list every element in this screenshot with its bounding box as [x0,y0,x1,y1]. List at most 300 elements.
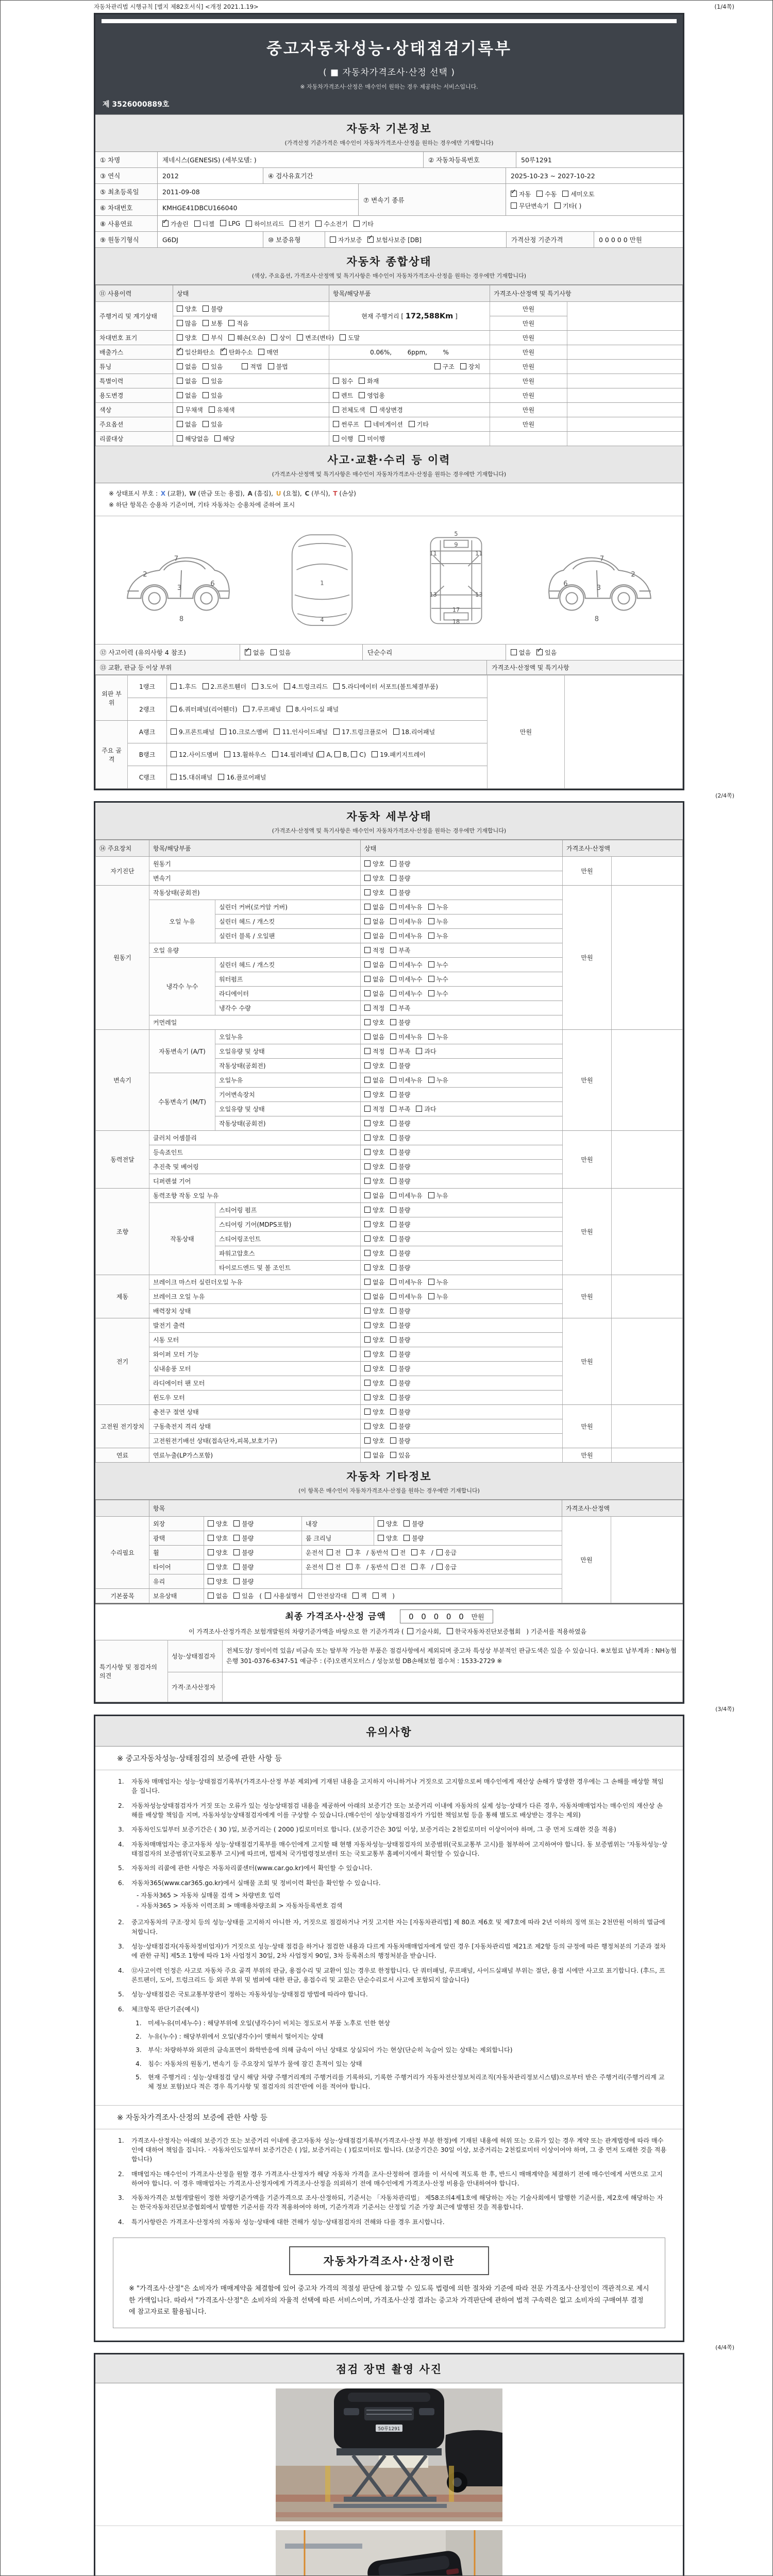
checkbox[interactable] [390,1308,396,1314]
panel-number: 11 [475,550,483,557]
checkbox[interactable] [203,421,209,427]
check-option: 양호 [364,1423,384,1430]
checkbox[interactable] [390,1351,396,1357]
checkbox[interactable] [364,990,371,996]
checkbox[interactable] [364,1437,371,1444]
checkbox[interactable] [390,1365,396,1371]
checkbox[interactable] [220,728,226,735]
checkbox[interactable] [562,191,568,197]
checkbox[interactable] [390,976,396,982]
checkbox[interactable] [371,406,377,413]
checkbox[interactable] [364,1293,371,1299]
checkbox[interactable] [364,1409,371,1415]
state-cell [173,432,329,446]
item-label: 오일누유 [215,1030,361,1044]
checkbox[interactable] [416,1106,422,1112]
state-cell [361,900,563,914]
photo-area [95,2383,683,2576]
checkbox[interactable] [177,392,183,398]
checkbox[interactable] [390,1120,396,1126]
checkbox[interactable] [233,1592,240,1599]
checkbox[interactable] [203,378,209,384]
checkbox[interactable] [171,728,177,735]
checkbox[interactable] [390,1380,396,1386]
checkbox[interactable] [364,1077,371,1083]
checkbox[interactable] [390,1452,396,1458]
checkbox[interactable] [233,1578,240,1584]
checkbox[interactable] [364,947,371,953]
checkbox[interactable] [364,1106,371,1112]
checkbox[interactable] [333,683,340,689]
checkbox[interactable] [404,1535,410,1541]
checkbox[interactable] [252,683,258,689]
check-option: 해당 [214,435,234,443]
checkbox[interactable] [203,320,209,326]
field-label: ⑩ 보증유형 [263,232,325,247]
checkbox[interactable] [208,1535,214,1541]
checkbox[interactable] [428,933,434,939]
checkbox[interactable] [327,1564,333,1570]
device-group: 변속기 [96,1030,149,1131]
checkbox[interactable] [274,728,280,735]
checkbox[interactable] [436,1549,443,1555]
checkbox[interactable] [346,1564,352,1570]
checkbox[interactable] [390,1409,396,1415]
check-option: 양호 [208,1549,228,1556]
check-option: 안전삼각대 [309,1592,347,1600]
checkbox[interactable] [171,751,177,757]
section-detail-title: 자동차 세부상태 (가격조사·산정액 및 특기사항은 매수인이 자동차가격조사·산정을 원하는 경우에만 기재합니다) [95,803,683,840]
checkbox[interactable] [390,990,396,996]
checkbox[interactable] [245,649,251,655]
checkbox[interactable] [364,961,371,968]
check-option: 양호 [364,1409,384,1416]
check-option: 불량 [390,1134,410,1142]
checkbox[interactable] [392,1564,398,1570]
checkbox[interactable] [428,1293,434,1299]
checkbox[interactable] [220,220,226,226]
checkbox[interactable] [390,1033,396,1040]
checkbox[interactable] [203,334,209,341]
checkbox[interactable] [390,1293,396,1299]
checkbox[interactable] [390,1149,396,1155]
checkbox[interactable] [390,1336,396,1343]
checkbox[interactable] [365,421,371,427]
checkbox[interactable] [171,706,177,712]
state-cell [361,1318,563,1333]
checkbox[interactable] [233,1520,240,1527]
checkbox[interactable] [194,221,200,227]
checkbox[interactable] [233,1535,240,1541]
item-label: 라디에이터 팬 모터 [149,1376,361,1391]
check-option: 양호 [364,1163,384,1171]
checkbox[interactable] [364,1336,371,1343]
checkbox[interactable] [364,1322,371,1328]
checkbox[interactable] [390,1091,396,1097]
checkbox[interactable] [390,1077,396,1083]
checkbox[interactable] [333,392,339,398]
checkbox[interactable] [554,202,561,209]
check-option: 부족 [390,947,410,954]
checkbox[interactable] [390,1134,396,1141]
checkbox[interactable] [162,221,169,227]
state-mark-legend [95,483,683,516]
checkbox[interactable] [364,1235,371,1242]
note-cell [567,432,683,446]
checkbox[interactable] [411,1549,417,1555]
checkbox[interactable] [364,1221,371,1227]
checkbox[interactable] [272,751,278,757]
section-notice-title: 유의사항 [95,1716,683,1747]
main-form-box [94,13,684,790]
checkbox[interactable] [340,334,346,341]
checkbox[interactable] [290,221,296,227]
checkbox[interactable] [364,860,371,867]
checkbox[interactable] [233,1549,240,1555]
checkbox[interactable] [224,751,230,757]
checkbox[interactable] [177,363,183,369]
check-option: 15.대쉬패널 [171,774,212,781]
checkbox[interactable] [511,202,517,209]
checkbox[interactable] [390,1437,396,1444]
check-option: 양호 [364,1336,384,1344]
checkbox[interactable] [390,875,396,881]
checkbox[interactable] [364,1178,371,1184]
final-price-label: 최종 가격조사·산정 금액 [285,1612,386,1622]
checkbox[interactable] [392,1549,398,1555]
checkbox[interactable] [364,1048,371,1054]
detail-form-box [94,801,684,1704]
checkbox[interactable] [428,1279,434,1285]
check-option: 불량 [390,1120,410,1127]
checkbox[interactable] [268,363,274,369]
checkbox[interactable] [511,649,517,655]
checkbox[interactable] [271,649,277,655]
checkbox[interactable] [390,1207,396,1213]
checkbox[interactable] [177,435,183,442]
accident-history-row [95,645,683,660]
checkbox[interactable] [171,774,177,780]
checkbox[interactable] [359,378,365,384]
state-cell [204,1560,302,1574]
checkbox[interactable] [364,1062,371,1069]
check-option: 없음 [364,1077,384,1084]
notice-item: 4. ⑫사고이력 인정은 사고로 자동차 주요 골격 부위의 판금, 용접수리 및 교환이 있는 경우로 한정합니다. 단 쿼터패널, 루프패널, 사이드실패널 부위는 절단, 용접 시에만 사고로 표기합니다. (후드, 프론트펜더, 도어, 트렁크리드 등 외판 부위 및 범퍼에 대한 판금, 용접수리 및 교환은 단순수리로서 사고에 포함되지 않습니다) [118,1967,665,1984]
check-option: 훼손(오손) [228,334,265,342]
checkbox[interactable] [390,918,396,924]
checkbox[interactable] [346,1549,352,1555]
checkbox[interactable] [228,334,234,341]
checkbox[interactable] [364,1134,371,1141]
check-option: 없음 [364,1033,384,1041]
price-cell: 만원 [490,403,567,417]
checkbox[interactable] [390,947,396,953]
check-option: 없음 [364,990,384,997]
checkbox[interactable] [428,1192,434,1198]
checkbox[interactable] [333,378,339,384]
checkbox[interactable] [354,221,360,227]
checkbox[interactable] [364,889,371,895]
checkbox[interactable] [436,1564,443,1570]
checkbox[interactable] [315,221,322,227]
checkbox[interactable] [390,1250,396,1256]
check-option: 불법 [268,363,288,370]
checkbox[interactable] [390,860,396,867]
checkbox[interactable] [390,1221,396,1227]
checkbox[interactable] [246,221,252,227]
check-option: 해당없음 [177,435,209,443]
checkbox[interactable] [390,1062,396,1069]
checkbox[interactable] [364,875,371,881]
checkbox[interactable] [390,904,396,910]
checkbox[interactable] [327,1549,333,1555]
checkbox[interactable] [407,1628,413,1634]
checkbox[interactable] [390,1279,396,1285]
check-option: 양호 [364,875,384,882]
item-label: 브레이크 오일 누유 [149,1290,361,1304]
check-option: 있음 [203,392,223,399]
check-option: ✓ 있음 [536,648,557,657]
checkbox[interactable] [364,1394,371,1400]
checkbox[interactable] [203,363,209,369]
checkbox[interactable] [428,976,434,982]
checkbox[interactable] [364,1264,371,1270]
checkbox[interactable] [390,1163,396,1170]
state-cell [361,871,563,886]
checkbox[interactable] [364,1308,371,1314]
checkbox[interactable] [428,918,434,924]
checkbox[interactable] [409,421,415,427]
checkbox[interactable] [364,1033,371,1040]
column-header: 가격조사·산정액 및 특기사항 [490,285,683,302]
checkbox[interactable] [218,774,224,780]
checkbox[interactable] [177,421,183,427]
checkbox[interactable] [536,191,543,197]
row-label: 리콜대상 [96,432,173,446]
sub-group: 냉각수 누수 [149,958,215,1015]
checkbox[interactable] [447,1628,453,1634]
checkbox[interactable] [390,1106,396,1112]
checkbox[interactable] [318,751,324,757]
opinion-label: 특기사항 및 점검자의 의견 [96,1640,168,1702]
notice-item: 1. 미세누유(미세누수) : 해당부위에 오일(냉각수)이 비치는 정도로서 부품 노후로 인한 현상 [136,2019,391,2027]
check-option: 미세누유 [390,918,422,925]
checkbox[interactable] [428,1033,434,1040]
checkbox[interactable] [390,1178,396,1184]
checkbox[interactable] [393,728,399,735]
state-cell [361,1203,563,1217]
checkbox[interactable] [511,191,517,197]
checkbox[interactable] [364,904,371,910]
checkbox[interactable] [390,961,396,968]
checkbox[interactable] [333,435,339,442]
checkbox[interactable] [233,1564,240,1570]
checkbox[interactable] [364,976,371,982]
checkbox[interactable] [378,1520,384,1527]
check-option: 불량 [233,1564,254,1571]
checkbox[interactable] [208,1578,214,1584]
checkbox[interactable] [364,1365,371,1371]
checkbox[interactable] [390,1264,396,1270]
checkbox[interactable] [177,406,183,413]
check-option: 누유 [428,933,448,940]
item-label: 보유상태 [149,1589,204,1603]
sub-group: 자동변속기 (A/T) [149,1030,215,1073]
checkbox[interactable] [352,1592,359,1599]
checkbox[interactable] [359,392,365,398]
checkbox[interactable] [364,1120,371,1126]
page-number: (1/4쪽) [714,3,734,10]
checkbox[interactable] [536,649,543,655]
simple-repair-options [506,645,683,660]
checkbox[interactable] [351,751,357,757]
check-option: 양호 [364,1134,384,1142]
checkbox[interactable] [333,421,339,427]
checkbox[interactable] [428,1077,434,1083]
checkbox[interactable] [428,904,434,910]
checkbox[interactable] [333,406,339,413]
state-cell [361,1376,563,1391]
checkbox[interactable] [297,334,303,341]
check-option: 불량 [404,1535,424,1542]
checkbox[interactable] [373,1592,379,1599]
checkbox[interactable] [177,334,183,341]
checkbox[interactable] [390,1394,396,1400]
item-cell: 0.06%, 6ppm, % [329,345,490,360]
check-option: 양호 [364,1062,384,1070]
checkbox[interactable] [242,363,248,369]
checkbox[interactable] [333,728,340,735]
item-label: 내장 [302,1517,374,1531]
checkbox[interactable] [411,1564,417,1570]
check-option: 양호 [364,1207,384,1214]
checkbox[interactable] [203,683,209,689]
checkbox[interactable] [460,363,466,369]
device-group: 원동기 [96,886,149,1030]
checkbox[interactable] [203,392,209,398]
checkbox[interactable] [364,1351,371,1357]
checkbox[interactable] [258,349,264,355]
checkbox[interactable] [228,320,234,326]
state-cell [361,1145,563,1160]
sub-group: 오일 누유 [149,900,215,943]
checkbox[interactable] [367,236,374,243]
reg-no-value: 50루1291 [516,152,683,167]
checkbox[interactable] [214,435,221,442]
checkbox[interactable] [390,1235,396,1242]
note-cell [612,1405,683,1448]
checkbox[interactable] [364,1423,371,1429]
checkbox[interactable] [271,334,277,341]
checkbox[interactable] [390,889,396,895]
checkbox[interactable] [208,1549,214,1555]
checkbox[interactable] [177,320,183,326]
check-option: 적정 [364,947,384,954]
checkbox[interactable] [390,1019,396,1025]
state-cell [361,1261,563,1275]
item-label: 동력조향 작동 오일 누유 [149,1189,361,1203]
checkbox[interactable] [177,378,183,384]
checkbox[interactable] [390,1048,396,1054]
checkbox[interactable] [364,1279,371,1285]
checkbox[interactable] [330,236,336,243]
checkbox[interactable] [208,1520,214,1527]
checkbox[interactable] [390,1423,396,1429]
check-option: 양호 [364,1178,384,1185]
checkbox[interactable] [378,1535,384,1541]
item-label: 추진축 및 베어링 [149,1160,361,1174]
state-cell [361,1088,563,1102]
panel-items [167,743,488,766]
warranty-options [325,232,506,247]
checkbox[interactable] [287,706,293,712]
state-cell [374,1517,562,1531]
item-label: 배력장치 상태 [149,1304,361,1318]
checkbox[interactable] [364,1149,371,1155]
item-label: 휠 [149,1546,204,1560]
checkbox[interactable] [390,1322,396,1328]
checkbox[interactable] [284,683,290,689]
checkbox[interactable] [221,349,227,355]
transmission-options [506,184,683,215]
checkbox[interactable] [364,1091,371,1097]
checkbox[interactable] [390,933,396,939]
check-option: 누유 [428,904,448,911]
checkbox[interactable] [309,1592,315,1599]
checkbox[interactable] [364,1163,371,1170]
section-accident-title: 사고·교환·수리 등 이력 (가격조사·산정액 및 특기사항은 매수인이 자동차가격조사·산정을 원하는 경우에만 기재합니다) [95,446,683,483]
checkbox[interactable] [208,1564,214,1570]
checkbox[interactable] [404,1520,410,1527]
checkbox[interactable] [203,306,209,312]
checkbox[interactable] [416,1048,422,1054]
checkbox[interactable] [364,1192,371,1198]
checkbox[interactable] [171,683,177,689]
checkbox[interactable] [364,933,371,939]
checkbox[interactable] [209,406,215,413]
checkbox[interactable] [428,990,434,996]
checkbox[interactable] [390,1192,396,1198]
check-option: 양호 [364,1264,384,1272]
device-group: 연료 [96,1448,149,1463]
checkbox[interactable] [364,1380,371,1386]
price-cell: 만원 [490,388,567,403]
checkbox[interactable] [208,1592,214,1599]
checkbox[interactable] [364,918,371,924]
checkbox[interactable] [364,1207,371,1213]
checkbox[interactable] [334,751,341,757]
checkbox[interactable] [372,751,378,757]
notice-item: 5. 현재 주행거리 : 성능·상태점검 당시 해당 차량 주행거리계의 주행거리를 기록하되, 기록한 주행거리가 자동차전산정보처리조직(자동차관리정보시스템)으로부터 받은 주행거리(주행거리계 교체 정보 포함)보다 적은 경우 특기사항 및 점검자의 의견'란에 이를 적어야 합니다. [136,2074,665,2091]
panel-number: 3 [177,584,182,592]
checkbox[interactable] [265,1592,271,1599]
checkbox[interactable] [434,363,441,369]
checkbox[interactable] [364,1019,371,1025]
state-cell [361,1419,563,1434]
panel-items [167,698,488,721]
checkbox[interactable] [390,1005,396,1011]
checkbox[interactable] [364,1005,371,1011]
checkbox[interactable] [243,706,249,712]
checkbox[interactable] [177,306,183,312]
checkbox[interactable] [177,349,183,355]
field-label: ② 자동차등록번호 [423,152,516,167]
checkbox[interactable] [359,435,365,442]
checkbox[interactable] [364,1250,371,1256]
checkbox[interactable] [428,961,434,968]
state-cell [173,302,329,316]
checkbox[interactable] [364,1452,371,1458]
